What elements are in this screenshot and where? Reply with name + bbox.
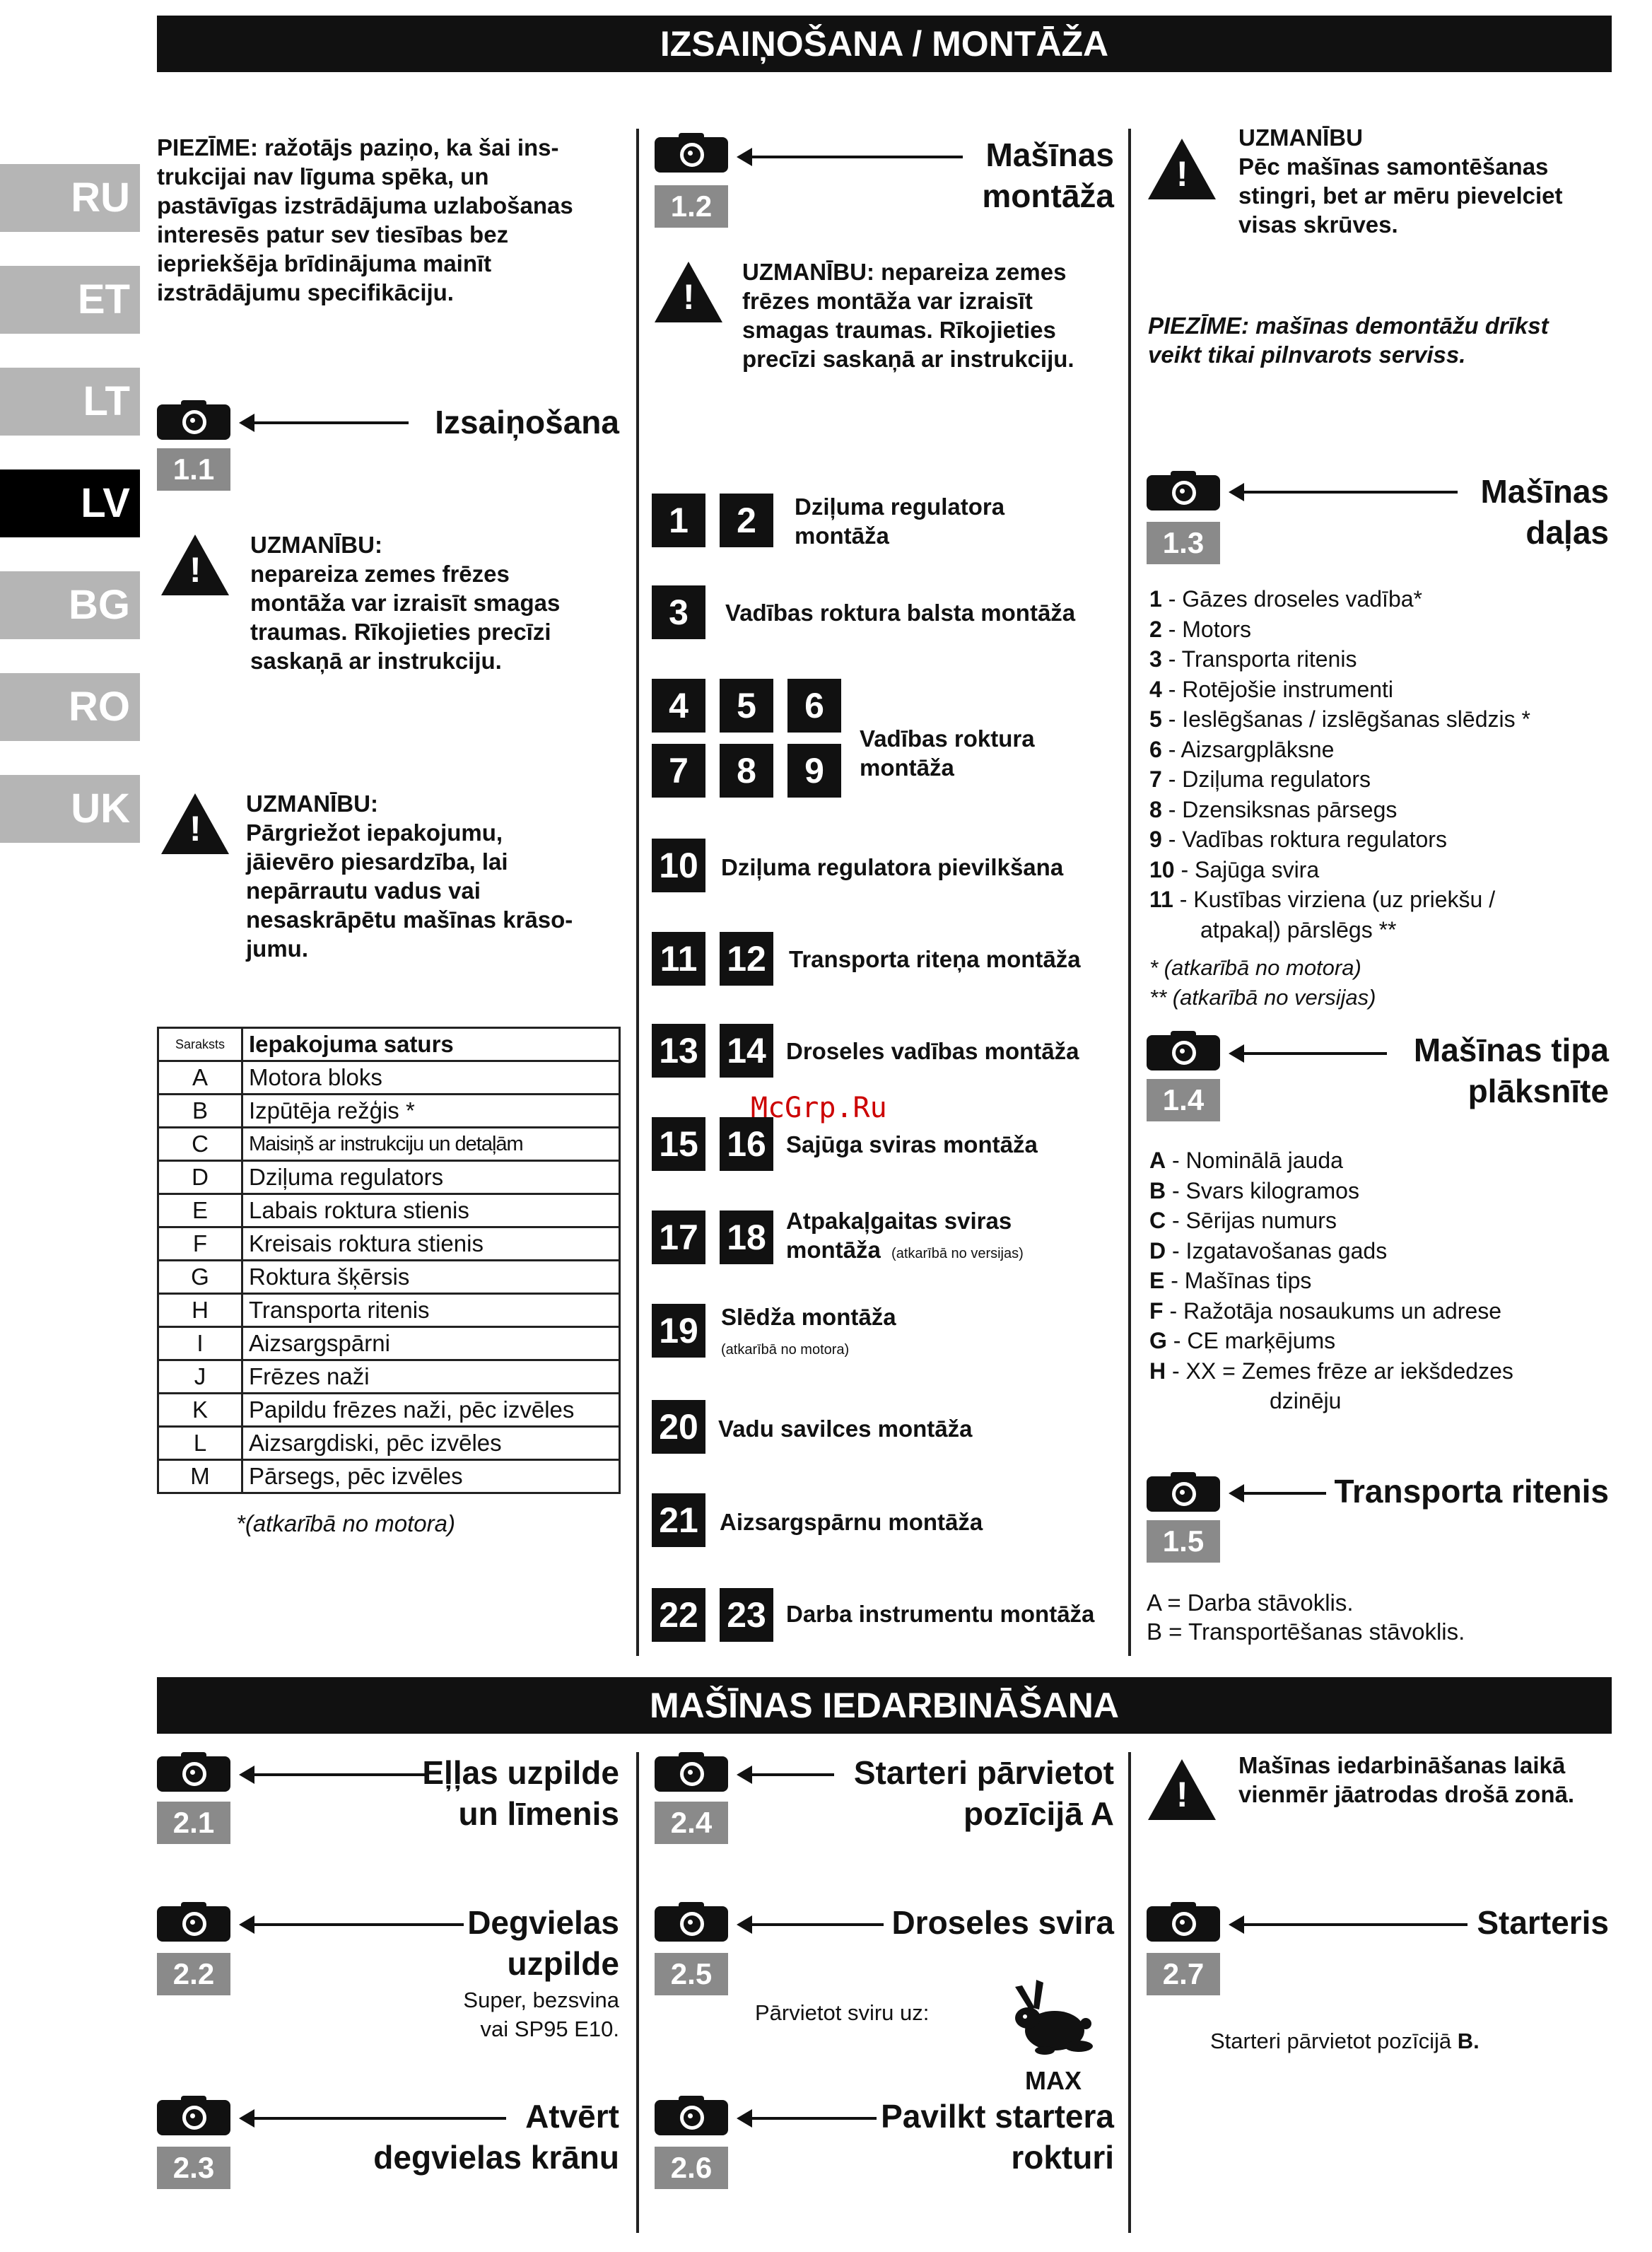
table-cell: L <box>158 1427 242 1460</box>
step-badge-1-5: 1.5 <box>1147 1520 1220 1563</box>
list-item <box>1149 614 1530 645</box>
list-item <box>1149 735 1530 765</box>
list-key: B <box>1149 1177 1166 1203</box>
list-value: - Mašīnas tips <box>1171 1268 1312 1293</box>
list-key: A <box>1149 1148 1166 1173</box>
table-row <box>158 1394 620 1427</box>
table-cell: Frēzes naži <box>242 1360 620 1394</box>
step-label: Darba instrumentu montāža <box>786 1601 1095 1627</box>
list-value: dzinēju <box>1270 1388 1342 1413</box>
step-label-line: Mašīnas <box>985 136 1114 173</box>
table-cell: E <box>158 1194 242 1227</box>
table-cell: G <box>158 1261 242 1294</box>
step-label-line: daļas <box>1525 514 1609 551</box>
step-label-unpacking: Izsaiņošana <box>435 404 619 441</box>
step-label-line: pozīcijā A <box>963 1795 1114 1832</box>
list-value: - Kustības virziena (uz priekšu / <box>1179 887 1496 912</box>
step-label: Sajūga sviras montāža <box>786 1131 1038 1157</box>
list-value: - Vadības roktura regulators <box>1168 827 1447 852</box>
list-key: 6 <box>1149 736 1162 762</box>
table-row <box>158 1327 620 1360</box>
list-key: 7 <box>1149 766 1162 792</box>
step-badge-1-1: 1.1 <box>157 448 230 491</box>
list-item <box>1149 704 1530 735</box>
step-number: 1 <box>652 494 705 547</box>
list-value: atpakaļ) pārslēgs ** <box>1200 916 1397 943</box>
table-cell: Aizsargspārni <box>242 1327 620 1360</box>
list-item <box>1149 885 1530 915</box>
step-badge-1-3: 1.3 <box>1147 522 1220 564</box>
list-key: H <box>1149 1358 1166 1384</box>
step-number: 2 <box>720 494 773 547</box>
note-label: PIEZĪME: <box>157 134 259 161</box>
list-value: - Motors <box>1168 616 1252 642</box>
step-number: 11 <box>652 932 705 986</box>
step-label-note: (atkarībā no versijas) <box>891 1246 1024 1261</box>
note-line: veikt tikai pilnvarots serviss. <box>1148 342 1466 368</box>
step-label-line: montāža <box>786 1237 881 1263</box>
table-header <box>158 1028 620 1061</box>
lang-tab-uk[interactable] <box>0 775 140 843</box>
table-cell: J <box>158 1360 242 1394</box>
warning-assembly <box>250 530 618 675</box>
step-label-type-plate <box>1343 1029 1609 1112</box>
list-key: G <box>1149 1328 1167 1353</box>
list-item <box>1149 1266 1513 1296</box>
step-number: 20 <box>652 1400 705 1454</box>
step-label-line: montāža <box>860 754 954 781</box>
step-number: 7 <box>652 744 705 798</box>
step-number: 4 <box>652 679 705 733</box>
step-badge-2-5: 2.5 <box>655 1953 728 1995</box>
list-item <box>1149 644 1530 675</box>
lang-tab-label: LT <box>83 378 130 424</box>
step-label-oil <box>396 1752 619 1834</box>
step-label-throttle: Droseles svira <box>891 1904 1114 1941</box>
warning-title: UZMANĪBU: <box>250 532 382 558</box>
step-label-transport-wheel: Transporta ritenis <box>1334 1473 1609 1510</box>
table-cell: Labais roktura stienis <box>242 1194 620 1227</box>
warning-line: montāža var izraisīt smagas <box>250 590 561 616</box>
arrow-icon <box>1241 1492 1326 1495</box>
package-contents-table <box>157 1027 621 1494</box>
camera-icon <box>157 1902 230 1942</box>
note-dismantling <box>1148 311 1612 369</box>
step-label-line: Pavilkt startera <box>881 2098 1114 2135</box>
table-cell: Maisiņš ar instrukciju un detaļām <box>242 1128 620 1161</box>
step-label-line: montāža <box>795 523 889 549</box>
table-row <box>158 1460 620 1493</box>
list-item <box>1149 1145 1513 1176</box>
table-cell: Motora bloks <box>242 1061 620 1095</box>
table-cell: A <box>158 1061 242 1095</box>
step-badge-2-6: 2.6 <box>655 2147 728 2189</box>
step-label-line: Slēdža montāža <box>721 1304 896 1330</box>
table-row <box>158 1095 620 1128</box>
table-cell: Roktura šķērsis <box>242 1261 620 1294</box>
step-label-line: Mašīnas tipa <box>1413 1032 1609 1068</box>
note-line: iepriekšēja brīdinājuma mainīt <box>157 250 492 276</box>
table-cell: Papildu frēzes naži, pēc izvēles <box>242 1394 620 1427</box>
list-value: - Ražotāja nosaukums un adrese <box>1169 1297 1502 1324</box>
warning-line: Mašīnas iedarbināšanas laikā <box>1238 1752 1566 1778</box>
step-label-line: Atpakaļgaitas sviras <box>786 1208 1012 1234</box>
step-number: 16 <box>720 1117 773 1171</box>
step-number: 6 <box>787 679 841 733</box>
camera-icon <box>655 1752 728 1792</box>
note-line: PIEZĪME: mašīnas demontāžu drīkst <box>1148 313 1549 339</box>
wheel-positions <box>1147 1588 1465 1646</box>
column-divider <box>1128 1752 1131 2233</box>
warning-line: jumu. <box>246 935 308 962</box>
step-number: 5 <box>720 679 773 733</box>
warning-title: UZMANĪBU: <box>246 790 378 817</box>
warning-line: saskaņā ar instrukciju. <box>250 648 502 674</box>
list-item <box>1149 1296 1513 1326</box>
step-label-line: Starteri pārvietot <box>853 1754 1114 1791</box>
starter-instruction-text: Starteri pārvietot pozīcijā <box>1210 2029 1452 2053</box>
step-label-fuel <box>424 1902 619 1984</box>
list-item <box>1149 675 1530 705</box>
camera-icon <box>655 1902 728 1942</box>
note-line: pastāvīgas izstrādājuma uzlabošanas <box>157 192 573 218</box>
camera-icon <box>1147 1472 1220 1512</box>
list-item <box>1149 1176 1513 1206</box>
table-cell: K <box>158 1394 242 1427</box>
step-label-line: rokturi <box>1011 2139 1114 2176</box>
camera-icon <box>1147 471 1220 511</box>
step-label-line: Dziļuma regulatora <box>795 494 1005 520</box>
table-cell: M <box>158 1460 242 1493</box>
starter-position: B. <box>1457 2029 1480 2053</box>
step-badge-2-3: 2.3 <box>157 2147 230 2189</box>
list-value: - CE marķējums <box>1173 1328 1336 1353</box>
list-item <box>1149 915 1530 945</box>
list-value: - Dziļuma regulators <box>1168 766 1371 792</box>
lang-tab-bg[interactable] <box>0 571 140 639</box>
step-label-line: uzpilde <box>507 1945 619 1982</box>
step-number: 12 <box>720 932 773 986</box>
step-number: 18 <box>720 1210 773 1264</box>
note-line: trukcijai nav līguma spēka, un <box>157 163 489 189</box>
step-label-starter: Starteris <box>1477 1904 1609 1941</box>
step-label-line: Vadības roktura <box>860 725 1035 752</box>
lang-tab-label: LV <box>81 480 130 526</box>
step-label <box>860 724 1035 782</box>
warning-icon: ! <box>161 535 229 595</box>
step-number: 21 <box>652 1493 705 1547</box>
table-row <box>158 1227 620 1261</box>
list-key: 5 <box>1149 706 1162 732</box>
step-number: 19 <box>652 1304 705 1358</box>
table-row <box>158 1427 620 1460</box>
parts-list <box>1149 584 1530 945</box>
column-divider <box>636 129 639 1656</box>
warning-line: nepareiza zemes frēzes <box>250 561 510 587</box>
table-row <box>158 1261 620 1294</box>
wheel-position-line: A = Darba stāvoklis. <box>1147 1589 1354 1616</box>
parts-footnote: ** (atkarībā no versijas) <box>1149 985 1376 1010</box>
step-label-line: Degvielas <box>467 1904 619 1941</box>
step-number: 17 <box>652 1210 705 1264</box>
manufacturer-note <box>157 133 621 307</box>
list-value: - Sajūga svira <box>1181 856 1320 882</box>
table-cell: C <box>158 1128 242 1161</box>
list-key: C <box>1149 1208 1166 1233</box>
warning-line: frēzes montāža var izraisīt <box>742 288 1033 314</box>
type-plate-list <box>1149 1145 1513 1416</box>
step-number: 23 <box>720 1588 773 1642</box>
lang-tab-label: RO <box>69 684 130 730</box>
warning-line: Pārgriežot iepakojumu, <box>246 819 503 846</box>
step-label: Droseles vadības montāža <box>786 1038 1079 1064</box>
lang-tab-label: BG <box>69 582 130 628</box>
warning-line: smagas traumas. Rīkojieties <box>742 317 1056 343</box>
lang-tab-label: ET <box>77 276 130 322</box>
list-key: 8 <box>1149 796 1162 822</box>
list-item <box>1149 1386 1513 1416</box>
step-label-choke-a <box>820 1752 1114 1834</box>
list-item <box>1149 1326 1513 1356</box>
list-item <box>1149 824 1530 855</box>
step-number: 15 <box>652 1117 705 1171</box>
list-key: 2 <box>1149 616 1162 642</box>
warning-line: visas skrūves. <box>1238 211 1398 238</box>
list-item <box>1149 1236 1513 1266</box>
step-label-line: Mašīnas <box>1480 473 1609 510</box>
camera-icon <box>157 2096 230 2135</box>
table-header-cell: Iepakojuma saturs <box>242 1028 620 1061</box>
fuel-type-line: vai SP95 E10. <box>480 2017 619 2041</box>
list-key: 11 <box>1149 887 1173 912</box>
table-cell: B <box>158 1095 242 1128</box>
camera-icon <box>157 1752 230 1792</box>
warning-icon: ! <box>161 793 229 854</box>
warning-line: Pēc mašīnas samontēšanas <box>1238 153 1549 180</box>
list-value: - Svars kilogramos <box>1172 1177 1359 1203</box>
table-row <box>158 1161 620 1194</box>
camera-icon <box>157 400 230 440</box>
step-label-line: Atvērt <box>525 2098 619 2135</box>
lang-tab-ru[interactable] <box>0 164 140 232</box>
arrow-icon <box>252 421 409 424</box>
list-item <box>1149 795 1530 825</box>
list-key: 4 <box>1149 676 1162 702</box>
list-value: - Sērijas numurs <box>1172 1208 1337 1233</box>
warning-line: UZMANĪBU: nepareiza zemes <box>742 259 1067 285</box>
list-value: - Aizsargplāksne <box>1168 736 1335 762</box>
step-number: 8 <box>720 744 773 798</box>
list-value: - Rotējošie instrumenti <box>1168 676 1394 702</box>
warning-packaging <box>246 789 614 963</box>
step-label-pull-starter <box>820 2096 1114 2178</box>
warning-icon: ! <box>655 262 722 322</box>
step-label-line: un līmenis <box>458 1795 619 1832</box>
list-value: - Gāzes droseles vadība* <box>1168 586 1422 612</box>
step-badge-1-4: 1.4 <box>1147 1079 1220 1121</box>
table-cell: D <box>158 1161 242 1194</box>
step-number: 9 <box>787 744 841 798</box>
list-value: - Ieslēgšanas / izslēgšanas slēdzis * <box>1168 706 1530 732</box>
parts-footnote: * (atkarībā no motora) <box>1149 955 1361 980</box>
step-label-line: plāksnīte <box>1468 1073 1609 1109</box>
rabbit-icon <box>1008 1973 1100 2065</box>
camera-icon <box>655 2096 728 2135</box>
list-key: 9 <box>1149 827 1162 852</box>
camera-icon <box>1147 1902 1220 1942</box>
throttle-max-label: MAX <box>1025 2066 1082 2095</box>
list-item <box>1149 1206 1513 1236</box>
step-label: Transporta riteņa montāža <box>789 946 1081 972</box>
table-cell: H <box>158 1294 242 1327</box>
table-row <box>158 1360 620 1394</box>
table-cell: Izpūtēja režģis * <box>242 1095 620 1128</box>
table-row <box>158 1294 620 1327</box>
list-key: 10 <box>1149 856 1175 882</box>
warning-line: jāievēro piesardzība, lai <box>246 848 508 875</box>
lang-tab-label: UK <box>71 786 130 832</box>
note-line: interesēs patur sev tiesības bez <box>157 221 509 247</box>
list-value: - Izgatavošanas gads <box>1172 1237 1388 1264</box>
note-line: izstrādājumu specifikāciju. <box>157 279 454 305</box>
warning-safe-zone <box>1238 1751 1610 1809</box>
section-title-unpacking: IZSAIŅOŠANA / MONTĀŽA <box>157 16 1612 72</box>
warning-line: nepārrautu vadus vai <box>246 877 481 904</box>
step-label <box>795 492 1004 550</box>
step-badge-1-2: 1.2 <box>655 185 728 228</box>
list-key: F <box>1149 1297 1164 1324</box>
lang-tab-et[interactable] <box>0 266 140 334</box>
wheel-position-line: B = Transportēšanas stāvoklis. <box>1147 1618 1465 1645</box>
step-label-fuel-valve <box>339 2096 619 2178</box>
table-cell: Transporta ritenis <box>242 1294 620 1327</box>
column-divider <box>1128 129 1131 1656</box>
table-cell: Aizsargdiski, pēc izvēles <box>242 1427 620 1460</box>
warning-line: precīzi saskaņā ar instrukciju. <box>742 346 1074 372</box>
step-label-line: Eļļas uzpilde <box>422 1754 619 1791</box>
step-label: Vadības roktura balsta montāža <box>725 600 1076 626</box>
list-key: 3 <box>1149 646 1162 672</box>
warning-icon: ! <box>1148 139 1216 199</box>
step-badge-2-2: 2.2 <box>157 1953 230 1995</box>
step-number: 14 <box>720 1024 773 1078</box>
step-label-machine-parts <box>1407 471 1609 553</box>
warning-line: nesaskrāpētu mašīnas krāso- <box>246 906 573 933</box>
table-cell: I <box>158 1327 242 1360</box>
step-badge-2-4: 2.4 <box>655 1802 728 1844</box>
step-badge-2-7: 2.7 <box>1147 1953 1220 1995</box>
fuel-type <box>396 1985 619 2043</box>
table-cell: Pārsegs, pēc izvēles <box>242 1460 620 1493</box>
list-value: - Nominālā jauda <box>1172 1148 1343 1173</box>
step-label: Dziļuma regulatora pievilkšana <box>721 854 1064 880</box>
list-item <box>1149 584 1530 614</box>
table-row <box>158 1128 620 1161</box>
list-value: - Transporta ritenis <box>1168 646 1357 672</box>
lang-tab-ro[interactable] <box>0 673 140 741</box>
table-cell: Dziļuma regulators <box>242 1161 620 1194</box>
table-footnote: *(atkarībā no motora) <box>236 1510 455 1536</box>
note-line: ražotājs paziņo, ka šai ins- <box>258 134 559 161</box>
table-header-cell: Saraksts <box>158 1028 242 1061</box>
list-item <box>1149 855 1530 885</box>
warning-tighten-screws <box>1238 123 1610 239</box>
warning-icon: ! <box>1148 1759 1216 1820</box>
step-label-line: degvielas krānu <box>373 2139 619 2176</box>
section-title-starting: MAŠĪNAS IEDARBINĀŠANA <box>157 1677 1612 1734</box>
column-divider <box>636 1752 639 2233</box>
camera-icon <box>1147 1031 1220 1070</box>
step-number: 13 <box>652 1024 705 1078</box>
warning-line: stingri, bet ar mēru pievelciet <box>1238 182 1563 209</box>
list-key: D <box>1149 1237 1166 1264</box>
step-number: 3 <box>652 585 705 639</box>
step-badge-2-1: 2.1 <box>157 1802 230 1844</box>
lang-tab-lv[interactable] <box>0 469 140 537</box>
list-value: - XX = Zemes frēze ar iekšdedzes <box>1172 1358 1513 1384</box>
table-row <box>158 1061 620 1095</box>
table-cell: Kreisais roktura stienis <box>242 1227 620 1261</box>
lang-tab-label: RU <box>71 175 130 221</box>
list-value: - Dzensiksnas pārsegs <box>1168 796 1398 822</box>
step-label: Vadu savilces montāža <box>718 1416 973 1442</box>
list-key: E <box>1149 1268 1165 1293</box>
fuel-type-line: Super, bezsvina <box>463 1988 619 2012</box>
step-label-line: montāža <box>982 177 1114 214</box>
step-label <box>721 1302 896 1365</box>
list-item <box>1149 764 1530 795</box>
starter-instruction <box>1210 2026 1480 2055</box>
warning-line: vienmēr jāatrodas drošā zonā. <box>1238 1781 1575 1807</box>
throttle-instruction: Pārvietot sviru uz: <box>755 2000 930 2025</box>
step-label: Aizsargspārnu montāža <box>720 1509 983 1535</box>
step-label-note: (atkarībā no motora) <box>721 1342 850 1358</box>
lang-tab-lt[interactable] <box>0 368 140 436</box>
list-key: 1 <box>1149 586 1162 612</box>
table-cell: F <box>158 1227 242 1261</box>
arrow-icon <box>749 1923 884 1926</box>
table-row <box>158 1194 620 1227</box>
camera-icon <box>655 133 728 173</box>
step-number: 10 <box>652 839 705 892</box>
list-item <box>1149 1356 1513 1387</box>
warning-line: traumas. Rīkojieties precīzi <box>250 619 551 645</box>
warning-assembly-col2 <box>742 257 1117 373</box>
step-number: 22 <box>652 1588 705 1642</box>
step-label <box>786 1206 1024 1268</box>
warning-title: UZMANĪBU <box>1238 124 1363 151</box>
step-label-machine-assembly <box>912 134 1114 216</box>
watermark: McGrp.Ru <box>751 1092 887 1124</box>
